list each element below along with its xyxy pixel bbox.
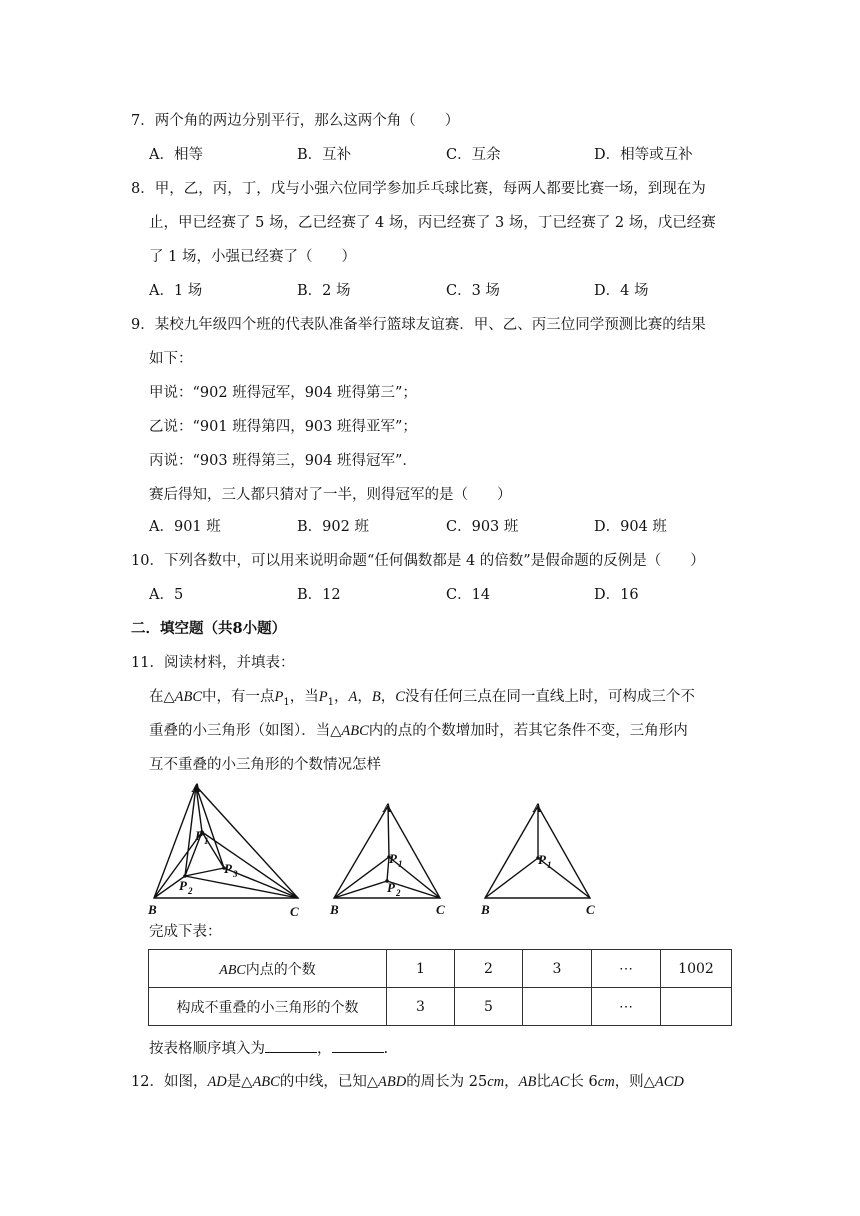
q7-option-d: D．相等或互补 (594, 147, 693, 163)
q7-option-a: A．相等 (149, 147, 203, 163)
table-cell: 1 (387, 950, 455, 988)
q8-option-b: B．2 场 (297, 283, 351, 299)
table-header-triangles: 构成不重叠的小三角形的个数 (149, 988, 387, 1026)
q9-option-c: C．903 班 (446, 519, 519, 535)
fig1-label-p3: P (224, 861, 232, 876)
fig2-label-a: A (383, 800, 392, 815)
q11-table (148, 949, 732, 1026)
table-cell: 3 (387, 988, 455, 1026)
q10-option-d: D．16 (594, 587, 639, 603)
section-title-count: 8 (232, 620, 243, 637)
fig1-triangle (154, 786, 298, 898)
fig1-label-a: A (192, 780, 201, 795)
q8-option-d: D．4 场 (594, 283, 649, 299)
fig3-label-c: C (586, 902, 595, 917)
section-title-a: 二．填空题（共 (131, 620, 233, 637)
q7-stem: 7．两个角的两边分别平行，那么这两个角（ ） (131, 113, 460, 129)
q8-option-a: A．1 场 (149, 283, 203, 299)
fig1-label-c: C (290, 904, 299, 918)
fig3-label-a: A (533, 800, 542, 815)
table-row (149, 988, 732, 1026)
fig1-label-b: B (148, 902, 157, 917)
svg-text:1: 1 (547, 860, 552, 870)
fig1-label-p2: P (179, 878, 187, 893)
q8-line-2: 止，甲已经赛了 5 场，乙已经赛了 4 场，丙已经赛了 3 场，丁已经赛了 2 场，戊已经赛 (149, 215, 716, 231)
q8-line-1: 8．甲，乙，丙，丁，戊与小强六位同学参加乒乓球比赛，每两人都要比赛一场，到现在为 (131, 181, 706, 197)
table-header-points: ABC内点的个数 (149, 950, 387, 988)
table-cell-blank[interactable] (661, 988, 732, 1026)
fig2-label-b: B (330, 902, 339, 917)
section-heading (131, 619, 286, 639)
fig3-label-p1: P (538, 852, 546, 867)
q9-option-d: D．904 班 (594, 519, 667, 535)
q9-line-4: 乙说：“901 班得第四，903 班得亚军”； (149, 419, 417, 435)
q9-line-2: 如下： (149, 351, 193, 367)
table-cell: 5 (455, 988, 523, 1026)
q10-option-b: B．12 (297, 587, 341, 603)
table-cell: 2 (455, 950, 523, 988)
q11-figures (140, 778, 610, 918)
q9-line-6: 赛后得知，三人都只猜对了一半，则得冠军的是（ ） (149, 487, 512, 503)
svg-text:1: 1 (204, 836, 209, 846)
table-cell: 1002 (661, 950, 732, 988)
svg-text:1: 1 (398, 859, 403, 869)
q7-option-b: B．互补 (297, 147, 352, 163)
q10-stem: 10．下列各数中，可以用来说明命题“任何偶数都是 4 的倍数”是假命题的反例是（ ） (131, 553, 705, 569)
section-title-b: 小题） (242, 620, 287, 637)
svg-text:3: 3 (233, 869, 238, 879)
q11-answer-line: 按表格顺序填入为 ， . (149, 1038, 388, 1059)
svg-text:2: 2 (396, 888, 401, 898)
q11-line-1: 11．阅读材料，并填表： (131, 655, 295, 671)
fig2-label-p1: P (389, 851, 397, 866)
q10-option-c: C．14 (446, 587, 491, 603)
table-cell-blank[interactable] (523, 988, 592, 1026)
table-cell: ⋯ (592, 988, 661, 1026)
fig2-label-p2: P (387, 880, 395, 895)
q9-option-a: A．901 班 (149, 519, 221, 535)
q11-table-intro: 完成下表： (149, 924, 222, 940)
q9-option-b: B．902 班 (297, 519, 369, 535)
q8-line-3: 了 1 场，小强已经赛了（ ） (149, 249, 356, 265)
table-row (149, 950, 732, 988)
q11-line-3: 重叠的小三角形（如图）．当△ABC内的点的个数增加时，若其它条件不变，三角形内 (149, 723, 688, 739)
table-cell: ⋯ (592, 950, 661, 988)
q9-line-5: 丙说：“903 班得第三，904 班得冠军”． (149, 453, 417, 469)
fig2-label-c: C (436, 902, 445, 917)
fig1-label-p1: P (195, 828, 203, 843)
fig3-label-b: B (481, 902, 490, 917)
q10-option-a: A．5 (149, 587, 184, 603)
q7-option-c: C．互余 (446, 147, 501, 163)
q9-line-1: 9．某校九年级四个班的代表队准备举行篮球友谊赛．甲、乙、丙三位同学预测比赛的结果 (131, 317, 706, 333)
q9-line-3: 甲说：“902 班得冠军，904 班得第三”； (149, 385, 417, 401)
q11-line-2: 在△ABC中，有一点$P_1$，当$P_1$，A，B，C没有任何三点在同一直线上时，可构成三个不 (149, 689, 695, 708)
svg-text:2: 2 (188, 886, 193, 896)
answer-blank-1[interactable] (265, 1038, 317, 1053)
q8-option-c: C．3 场 (446, 283, 500, 299)
table-cell: 3 (523, 950, 592, 988)
answer-blank-2[interactable] (332, 1038, 384, 1053)
q12-stem: 12．如图，AD是△ABC的中线，已知△ABD的周长为 25cm，AB比AC长 6cm，则△ACD (131, 1074, 684, 1090)
q11-line-4: 互不重叠的小三角形的个数情况怎样 (149, 757, 381, 773)
